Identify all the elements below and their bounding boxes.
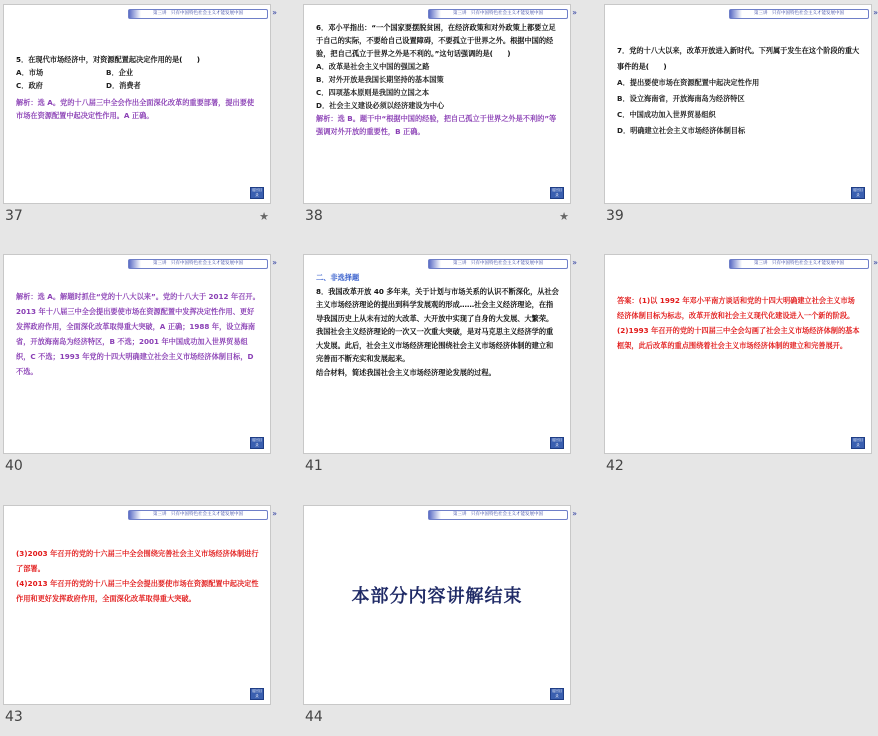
header-text: 第三讲 只有中国特色社会主义才能发展中国	[153, 261, 243, 266]
slide-number: 39	[606, 208, 624, 224]
chevron-right-icon: »	[572, 8, 577, 17]
analysis-text: 解析：选 A。解题时抓住“党的十八大以来”。党的十八大于 2012 年召开。2013 年十八届三中全会提出要使市场在资源配置中发挥决定性作用、更好发挥政府作用，全面深化改革取得重大突破，A 正确；1988 年，设立海南省，开放海南岛为经济特区，B 不选；2001 年中国成功加入世界贸易组织，C 不选；1993 年党的十四大明确建立社会主义市场经济体制目标，D 不选。	[16, 292, 260, 376]
slide-number: 37	[5, 208, 23, 224]
slide-canvas[interactable]	[303, 4, 577, 204]
slide-header-banner	[729, 258, 878, 269]
option-b: B．设立海南省，开放海南岛为经济特区	[617, 94, 745, 103]
header-text: 第三讲 只有中国特色社会主义才能发展中国	[453, 11, 543, 16]
option-a: A．提出要使市场在资源配置中起决定性作用	[617, 78, 760, 87]
slide-canvas[interactable]	[3, 254, 277, 454]
question-text: 7．党的十八大以来，改革开放进入新时代。下列属于发生在这个阶段的重大事件的是( )	[617, 46, 860, 71]
back-to-contents-button[interactable]: 返回目录	[251, 438, 263, 447]
back-to-contents-button[interactable]: 返回目录	[852, 188, 864, 197]
slide-canvas[interactable]	[3, 4, 277, 204]
slide-thumbnail-42[interactable]	[604, 254, 878, 484]
option-b: B．对外开放是我国长期坚持的基本国策	[316, 75, 444, 84]
chevron-right-icon: »	[572, 258, 577, 267]
option-b: B．企业	[106, 68, 134, 77]
slide-thumbnail-41[interactable]	[303, 254, 577, 484]
header-text: 第三讲 只有中国特色社会主义才能发展中国	[453, 512, 543, 517]
slide-canvas[interactable]	[604, 4, 878, 204]
slide-number: 44	[305, 709, 323, 725]
slide-number: 43	[5, 709, 23, 725]
slide-canvas[interactable]	[303, 505, 577, 705]
slide-header-banner	[128, 258, 277, 269]
question-text: 6．邓小平指出：“一个国家要摆脱贫困，在经济政策和对外政策上都要立足于自己的实际，不要给自己设置障碍，不要孤立于世界之外。根据中国的经验，把自己孤立于世界之外是不利的。”这句话强调的是( )	[316, 23, 556, 58]
slide-thumbnail-38[interactable]	[303, 4, 577, 234]
slide-header-banner	[428, 509, 577, 520]
back-to-contents-button[interactable]: 返回目录	[251, 188, 263, 197]
chevron-right-icon: »	[272, 258, 277, 267]
slide-canvas[interactable]	[3, 505, 277, 705]
question-text: 5．在现代市场经济中，对资源配置起决定作用的是( )	[16, 55, 201, 64]
chevron-right-icon: »	[272, 8, 277, 17]
slide-header-banner	[428, 8, 577, 19]
header-text: 第三讲 只有中国特色社会主义才能发展中国	[453, 261, 543, 266]
animation-star-icon: ★	[259, 210, 269, 223]
back-to-contents-button[interactable]: 返回目录	[251, 689, 263, 698]
option-d: D．消费者	[106, 81, 141, 90]
question-text: 8．我国改革开放 40 多年来，关于计划与市场关系的认识不断深化，从社会主义市场经济理论的提出到科学发展观的形成……社会主义经济理论，在指导我国历史上从未有过的大改革、大开放中实现了自身的大发展、大繁荣。我国社会主义经济理论的一次又一次重大突破，是对马克思主义经济学的重大发展。此后，社会主义市场经济理论围绕社会主义市场经济体制的建立和完善而不断充实和发展起来。	[316, 286, 559, 363]
header-text: 第三讲 只有中国特色社会主义才能发展中国	[153, 512, 243, 517]
slide-header-banner	[729, 8, 878, 19]
option-d: D．明确建立社会主义市场经济体制目标	[617, 126, 746, 135]
chevron-right-icon: »	[272, 509, 277, 518]
end-of-section-title: 本部分内容讲解结束	[351, 586, 523, 607]
header-text: 第三讲 只有中国特色社会主义才能发展中国	[754, 11, 844, 16]
animation-star-icon: ★	[559, 210, 569, 223]
back-to-contents-button[interactable]: 返回目录	[551, 438, 563, 447]
task-text: 结合材料，简述我国社会主义市场经济理论发展的过程。	[316, 367, 496, 377]
back-to-contents-button[interactable]: 返回目录	[551, 689, 563, 698]
answer-part-2: (2)1993 年召开的党的十四届三中全会勾画了社会主义市场经济体制的基本框架，此后改革的重点围绕着社会主义市场经济体制的建立和完善展开。	[617, 326, 860, 350]
slide-thumbnail-44[interactable]	[303, 505, 577, 735]
option-a: A．改革是社会主义中国的强国之路	[316, 62, 430, 71]
chevron-right-icon: »	[873, 258, 878, 267]
analysis-text: 解析：选 B。题干中“根据中国的经验，把自己孤立于世界之外是不利的”等强调对外开放的重要性，B 正确。	[316, 114, 557, 136]
slide-thumbnail-39[interactable]	[604, 4, 878, 234]
options-list	[16, 66, 260, 92]
slide-canvas[interactable]	[604, 254, 878, 454]
slide-number: 42	[606, 458, 624, 474]
section-heading: 二、非选择题	[316, 273, 360, 282]
slide-header-banner	[128, 509, 277, 520]
back-to-contents-button[interactable]: 返回目录	[852, 438, 864, 447]
slide-thumbnail-40[interactable]	[3, 254, 277, 484]
chevron-right-icon: »	[572, 509, 577, 518]
chevron-right-icon: »	[873, 8, 878, 17]
answer-part-4: (4)2013 年召开的党的十八届三中全会提出要使市场在资源配置中起决定性作用和更好发挥政府作用，全面深化改革取得重大突破。	[16, 579, 259, 603]
slide-canvas[interactable]	[303, 254, 577, 454]
slide-number: 38	[305, 208, 323, 224]
header-text: 第三讲 只有中国特色社会主义才能发展中国	[153, 11, 243, 16]
slide-thumbnail-43[interactable]	[3, 505, 277, 735]
slide-header-banner	[428, 258, 577, 269]
slide-header-banner	[128, 8, 277, 19]
answer-part-3: (3)2003 年召开的党的十六届三中全会围绕完善社会主义市场经济体制进行了部署。	[16, 549, 259, 573]
option-d: D．社会主义建设必须以经济建设为中心	[316, 101, 445, 110]
slide-number: 40	[5, 458, 23, 474]
back-to-contents-button[interactable]: 返回目录	[551, 188, 563, 197]
option-c: C．四项基本原则是我国的立国之本	[316, 88, 430, 97]
slide-thumbnail-37[interactable]	[3, 4, 277, 234]
option-c: C．政府	[16, 81, 43, 90]
option-a: A．市场	[16, 68, 44, 77]
answer-part-1: 答案：(1)以 1992 年邓小平南方谈话和党的十四大明确建立社会主义市场经济体制目标为标志，改革开放和社会主义现代化建设进入一个新的阶段。	[617, 296, 855, 320]
option-c: C．中国成功加入世界贸易组织	[617, 110, 716, 119]
analysis-text: 解析：选 A。党的十八届三中全会作出全面深化改革的重要部署，提出要使市场在资源配置中起决定性作用。A 正确。	[16, 98, 255, 120]
header-text: 第三讲 只有中国特色社会主义才能发展中国	[754, 261, 844, 266]
slide-number: 41	[305, 458, 323, 474]
